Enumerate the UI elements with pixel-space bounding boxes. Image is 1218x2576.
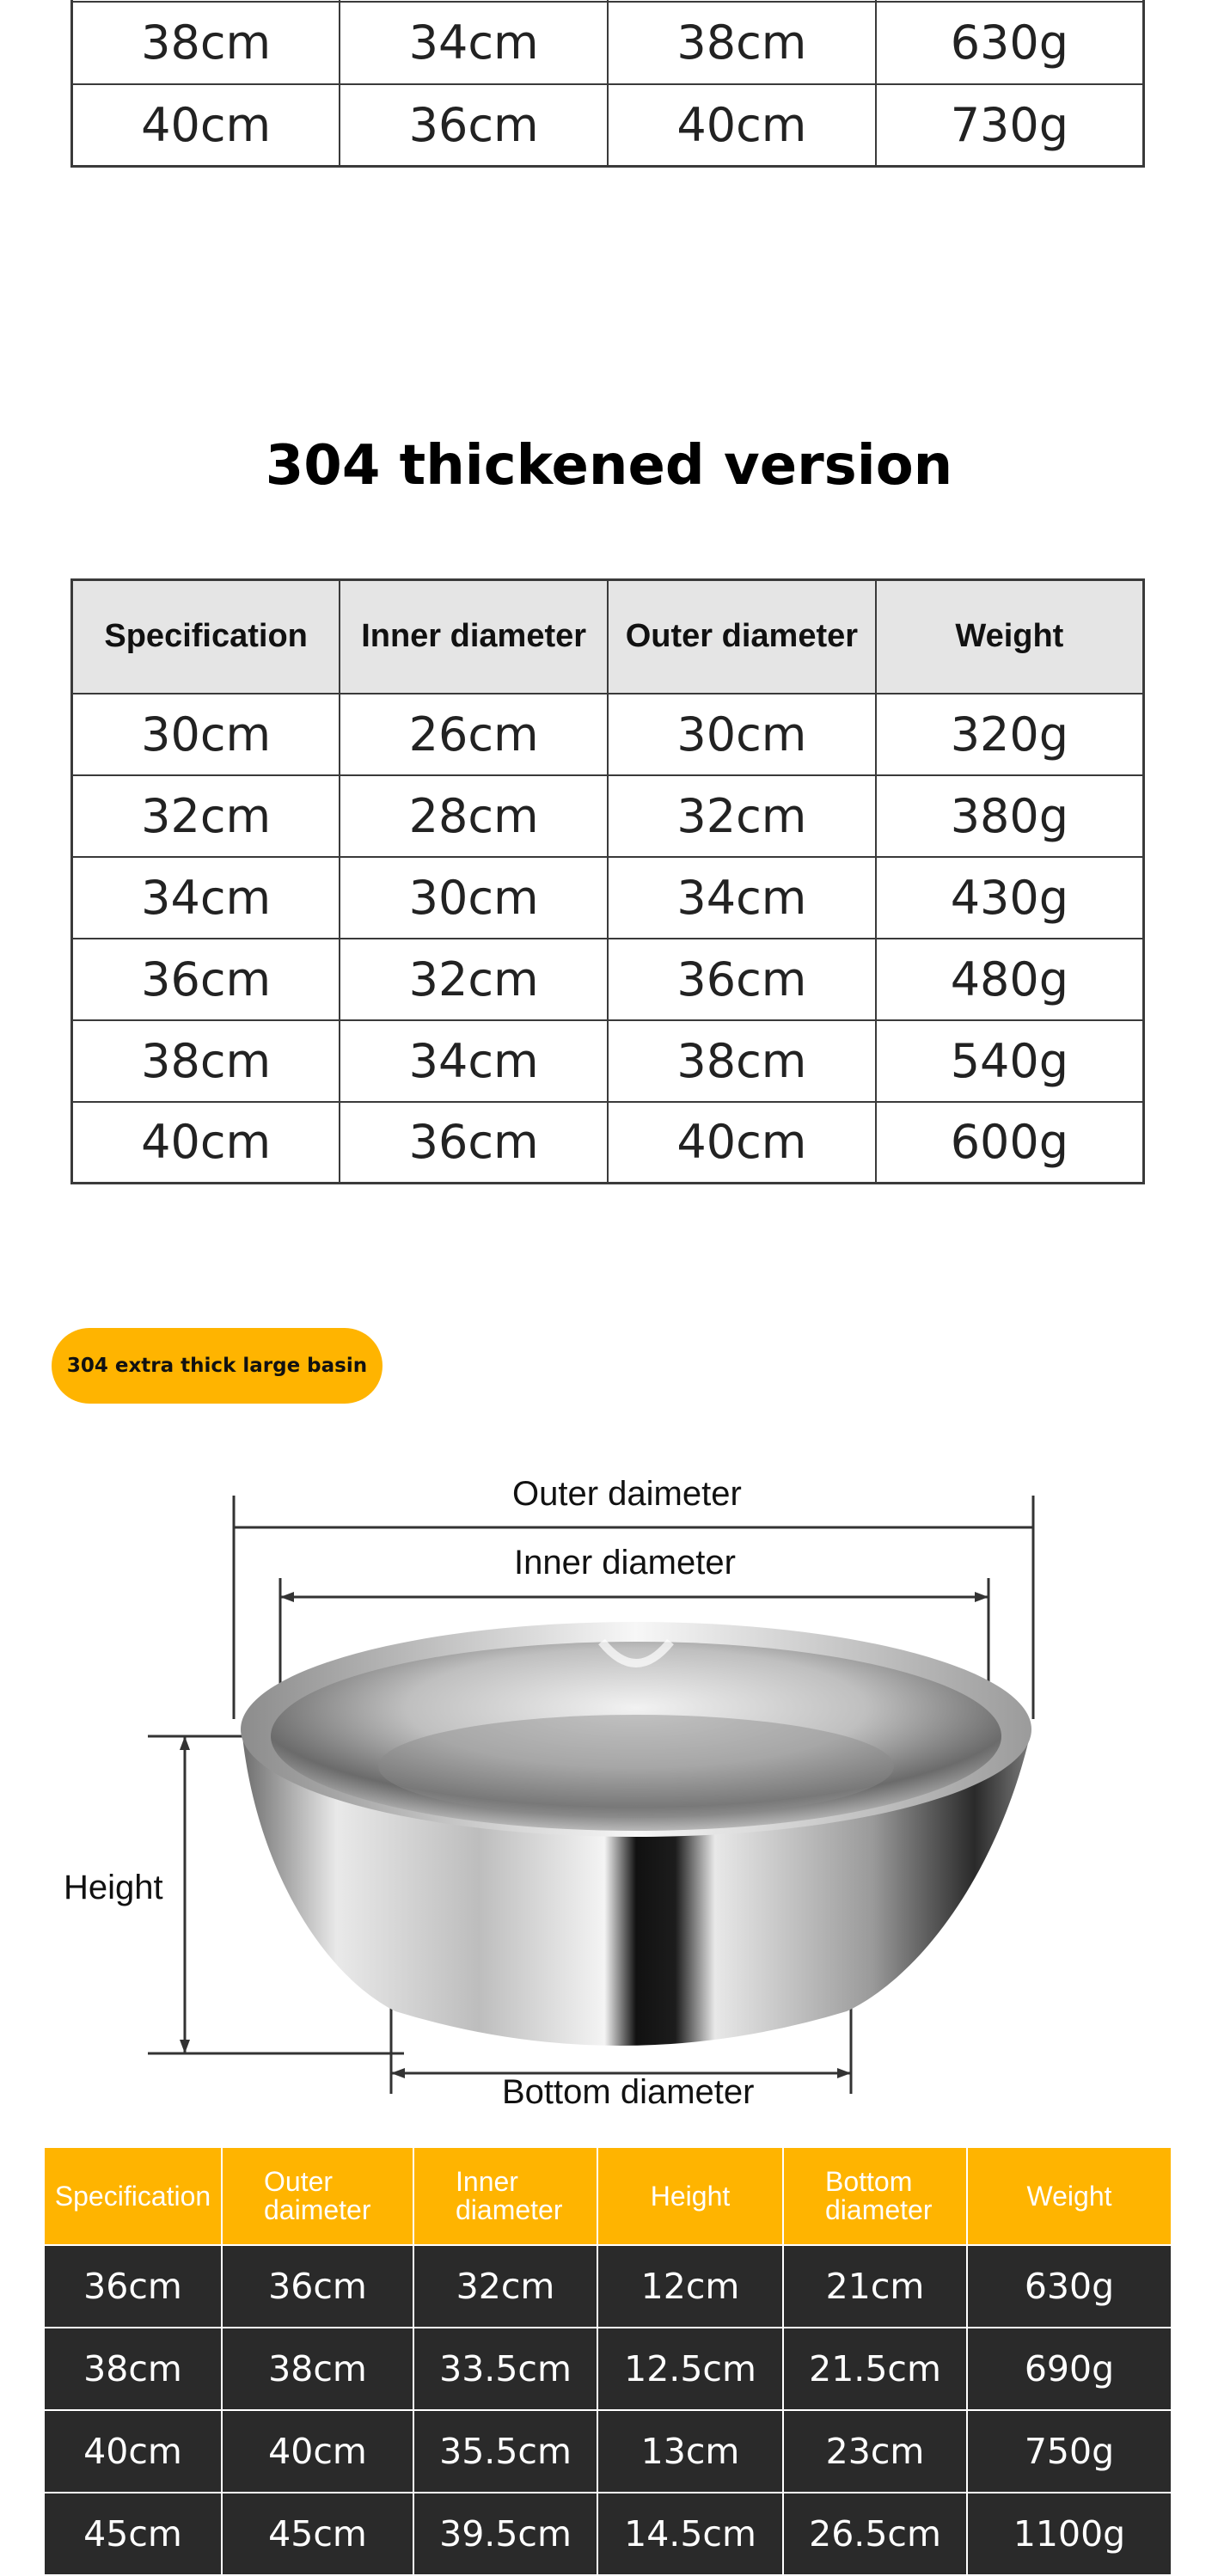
- table-cell: 32cm: [413, 2245, 597, 2328]
- table-cell: 32cm: [340, 939, 608, 1020]
- table-cell: 38cm: [222, 2328, 413, 2410]
- table-row: [72, 2, 1144, 84]
- height-label: Height: [64, 1869, 163, 1906]
- table-cell: 35.5cm: [413, 2410, 597, 2493]
- table-row: [72, 857, 1144, 939]
- table-cell: 40cm: [72, 84, 340, 167]
- basin-interior-shadow: [378, 1715, 894, 1818]
- table-cell: 30cm: [608, 694, 876, 775]
- table-cell: 45cm: [44, 2493, 222, 2575]
- table-cell: 380g: [876, 775, 1144, 857]
- header-outer-diameter: Outer diameter: [608, 580, 876, 694]
- table-cell: 28cm: [340, 775, 608, 857]
- header-specification: Specification: [72, 580, 340, 694]
- table-cell: 13cm: [597, 2410, 783, 2493]
- table-cell: 730g: [876, 84, 1144, 167]
- table-header-row: [44, 2147, 1172, 2245]
- table-row: [44, 2245, 1172, 2328]
- header-inner-diameter: Inner diameter: [413, 2147, 597, 2245]
- table-cell: 14.5cm: [597, 2493, 783, 2575]
- table-cell: 34cm: [608, 857, 876, 939]
- table-cell: 40cm: [72, 1102, 340, 1184]
- table-cell: 430g: [876, 857, 1144, 939]
- header-outer-diameter: Outer daimeter: [222, 2147, 413, 2245]
- inner-diameter-label: Inner diameter: [514, 1544, 736, 1582]
- header-weight: Weight: [967, 2147, 1172, 2245]
- basin-illustration: [0, 1427, 1218, 2097]
- outer-diameter-label: Outer daimeter: [512, 1475, 742, 1513]
- table-cell: 40cm: [608, 84, 876, 167]
- table-cell: 38cm: [72, 2, 340, 84]
- header-bottom-diameter: Bottom diameter: [783, 2147, 967, 2245]
- bottom-diameter-label: Bottom diameter: [502, 2073, 755, 2111]
- table-row: [72, 84, 1144, 167]
- table-row: [44, 2410, 1172, 2493]
- table-cell: 32cm: [608, 775, 876, 857]
- table-cell: 33.5cm: [413, 2328, 597, 2410]
- table-cell: 26cm: [340, 694, 608, 775]
- table-cell: 38cm: [44, 2328, 222, 2410]
- table-row: [72, 694, 1144, 775]
- table-cell: 21cm: [783, 2245, 967, 2328]
- header-height: Height: [597, 2147, 783, 2245]
- header-weight: Weight: [876, 580, 1144, 694]
- table-cell: 12cm: [597, 2245, 783, 2328]
- table-cell: 36cm: [44, 2245, 222, 2328]
- extra-thick-badge: 304 extra thick large basin: [52, 1328, 383, 1404]
- table-cell: 32cm: [72, 775, 340, 857]
- table-row: [44, 2328, 1172, 2410]
- header-specification: Specification: [44, 2147, 222, 2245]
- header-inner-diameter: Inner diameter: [340, 580, 608, 694]
- table-header-row: [72, 580, 1144, 694]
- table-cell: 34cm: [340, 2, 608, 84]
- table-cell: 630g: [876, 2, 1144, 84]
- table-cell: 36cm: [608, 939, 876, 1020]
- table-cell: 540g: [876, 1020, 1144, 1102]
- table-cell: 36cm: [72, 939, 340, 1020]
- table-cell: 480g: [876, 939, 1144, 1020]
- table-row: [44, 2493, 1172, 2575]
- table-cell: 40cm: [44, 2410, 222, 2493]
- table-cell: 39.5cm: [413, 2493, 597, 2575]
- table-cell: 320g: [876, 694, 1144, 775]
- table-cell: 12.5cm: [597, 2328, 783, 2410]
- table-cell: 36cm: [340, 84, 608, 167]
- table-cell: 23cm: [783, 2410, 967, 2493]
- table-cell: 40cm: [222, 2410, 413, 2493]
- table-cell: 26.5cm: [783, 2493, 967, 2575]
- table-cell: 750g: [967, 2410, 1172, 2493]
- table-row: [72, 1020, 1144, 1102]
- table-row: [72, 939, 1144, 1020]
- table-cell: 600g: [876, 1102, 1144, 1184]
- table-cell: 36cm: [340, 1102, 608, 1184]
- table-cell: 38cm: [608, 1020, 876, 1102]
- table-cell: 34cm: [72, 857, 340, 939]
- table-cell: 30cm: [72, 694, 340, 775]
- table-cell: 38cm: [608, 2, 876, 84]
- table-cell: 34cm: [340, 1020, 608, 1102]
- table-cell: 36cm: [222, 2245, 413, 2328]
- table-cell: 30cm: [340, 857, 608, 939]
- extra-thick-size-table: [43, 2146, 1172, 2576]
- table-cell: 38cm: [72, 1020, 340, 1102]
- table-cell: 630g: [967, 2245, 1172, 2328]
- section-title-thickened: 304 thickened version: [265, 434, 953, 498]
- table-cell: 21.5cm: [783, 2328, 967, 2410]
- table-row: [72, 1102, 1144, 1184]
- previous-size-table: [70, 0, 1145, 168]
- table-cell: 40cm: [608, 1102, 876, 1184]
- basin-dimension-diagram: [0, 1427, 1218, 2111]
- table-row: [72, 775, 1144, 857]
- table-cell: 45cm: [222, 2493, 413, 2575]
- table-cell: 1100g: [967, 2493, 1172, 2575]
- table-cell: 690g: [967, 2328, 1172, 2410]
- thickened-size-table: [70, 578, 1145, 1184]
